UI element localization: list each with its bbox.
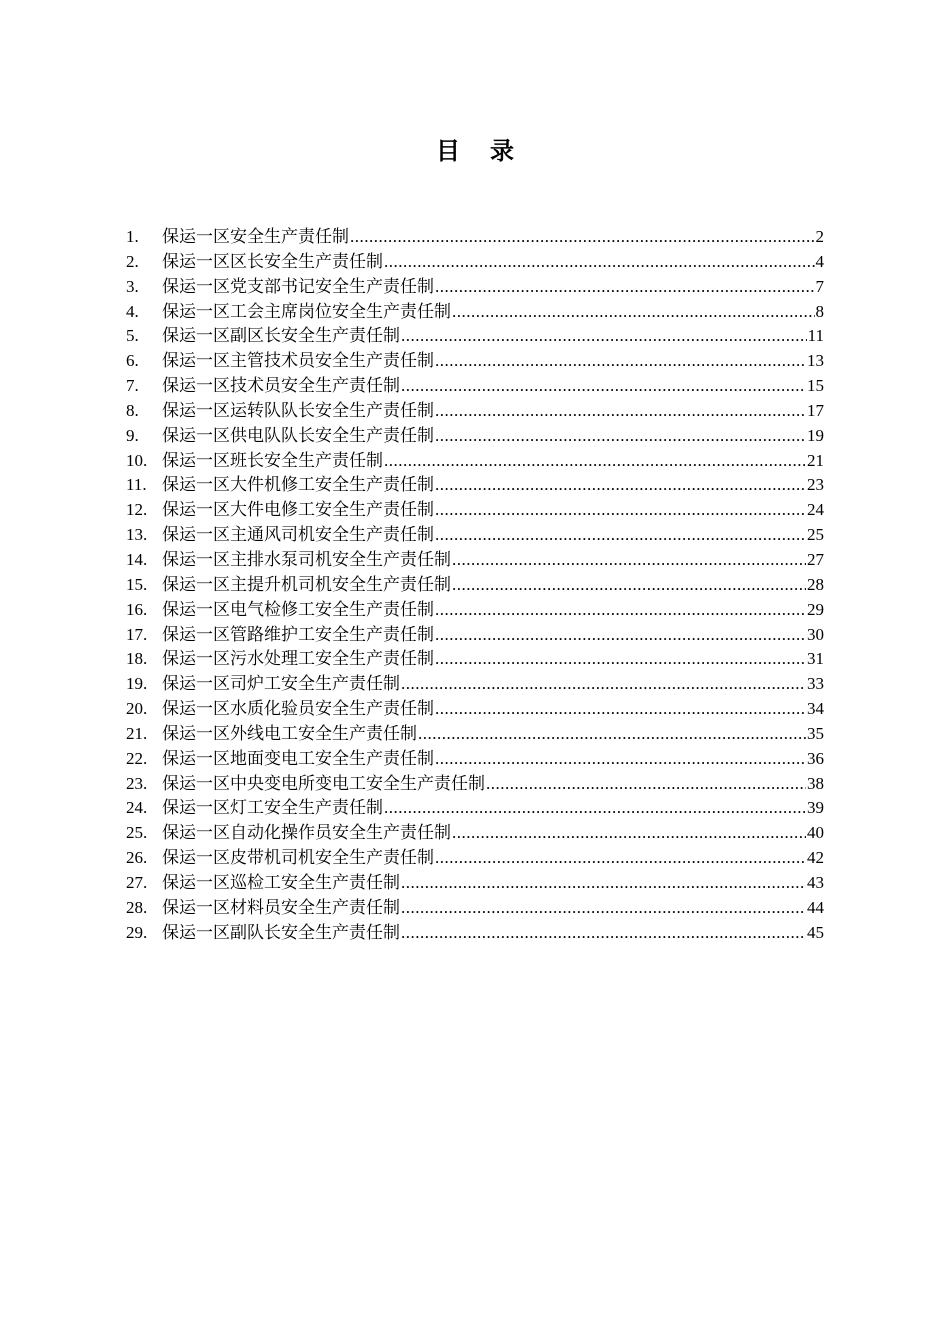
toc-entry-number: 15.: [126, 574, 148, 594]
toc-entry-title: 保运一区副区长安全生产责任制: [162, 326, 400, 347]
toc-dot-leader: [435, 424, 806, 449]
toc-entry-page-number: 28: [807, 574, 824, 594]
toc-entry[interactable]: [126, 424, 824, 449]
toc-entry-title: 保运一区电气检修工安全生产责任制: [162, 599, 434, 620]
toc-entry[interactable]: [126, 250, 824, 275]
toc-entry[interactable]: [126, 573, 824, 598]
toc-dot-leader: [435, 473, 806, 498]
toc-entry-title: 保运一区大件电修工安全生产责任制: [162, 500, 434, 521]
toc-dot-leader: [401, 374, 806, 399]
toc-entry-title: 保运一区供电队队长安全生产责任制: [162, 425, 434, 446]
toc-entry-number: 23.: [126, 773, 148, 793]
toc-entry-page-number: 23: [807, 475, 824, 495]
toc-entry[interactable]: [126, 772, 824, 797]
toc-entry-page-number: 15: [807, 376, 824, 396]
toc-dot-leader: [435, 647, 806, 672]
toc-entry-number: 2.: [126, 251, 139, 271]
toc-dot-leader: [350, 225, 815, 250]
toc-entry-number: 3.: [126, 276, 139, 296]
toc-entry-number: 4.: [126, 301, 139, 321]
toc-entry-page-number: 31: [807, 649, 824, 669]
toc-entry[interactable]: [126, 871, 824, 896]
toc-entry-number: 27.: [126, 872, 148, 892]
toc-entry-page-number: 36: [807, 748, 824, 768]
toc-entry-title: 保运一区主通风司机安全生产责任制: [162, 525, 434, 546]
toc-entry[interactable]: [126, 672, 824, 697]
toc-entry-title: 保运一区司炉工安全生产责任制: [162, 674, 400, 695]
toc-entry[interactable]: [126, 548, 824, 573]
toc-entry-page-number: 11: [807, 326, 824, 346]
toc-entry-page-number: 38: [807, 773, 824, 793]
toc-dot-leader: [452, 573, 806, 598]
toc-entry-page-number: 40: [807, 823, 824, 843]
toc-entry-title: 保运一区运转队队长安全生产责任制: [162, 400, 434, 421]
toc-entry-page-number: 4: [815, 251, 824, 271]
toc-entry[interactable]: [126, 747, 824, 772]
toc-entry-page-number: 7: [815, 276, 824, 296]
toc-entry[interactable]: [126, 473, 824, 498]
toc-entry-number: 22.: [126, 748, 148, 768]
toc-entry-title: 保运一区党支部书记安全生产责任制: [162, 276, 434, 297]
page-title: 目录: [436, 136, 544, 165]
toc-entry[interactable]: [126, 349, 824, 374]
toc-entry-title: 保运一区皮带机司机安全生产责任制: [162, 848, 434, 869]
toc-entry-page-number: 19: [807, 425, 824, 445]
toc-entry-number: 17.: [126, 624, 148, 644]
toc-entry-title: 保运一区污水处理工安全生产责任制: [162, 649, 434, 670]
toc-entry-title: 保运一区地面变电工安全生产责任制: [162, 748, 434, 769]
toc-dot-leader: [435, 399, 806, 424]
toc-dot-leader: [401, 324, 807, 349]
table-of-contents: [126, 225, 824, 945]
toc-entry-page-number: 39: [807, 798, 824, 818]
toc-entry-number: 7.: [126, 376, 139, 396]
toc-entry-number: 20.: [126, 699, 148, 719]
toc-dot-leader: [452, 821, 806, 846]
toc-entry-number: 16.: [126, 599, 148, 619]
toc-entry-number: 10.: [126, 450, 148, 470]
toc-entry-number: 25.: [126, 823, 148, 843]
toc-entry-title: 保运一区安全生产责任制: [162, 227, 349, 247]
toc-entry-number: 19.: [126, 674, 148, 694]
toc-entry-number: 24.: [126, 798, 148, 818]
toc-dot-leader: [401, 672, 806, 697]
toc-entry-title: 保运一区材料员安全生产责任制: [162, 897, 400, 918]
toc-entry-title: 保运一区灯工安全生产责任制: [162, 798, 383, 819]
toc-entry[interactable]: [126, 697, 824, 722]
toc-dot-leader: [418, 722, 806, 747]
toc-dot-leader: [435, 349, 806, 374]
toc-entry-number: 28.: [126, 897, 148, 917]
toc-entry-number: 1.: [126, 227, 139, 246]
toc-entry[interactable]: [126, 821, 824, 846]
toc-entry[interactable]: [126, 921, 824, 946]
toc-entry-page-number: 29: [807, 599, 824, 619]
toc-entry-title: 保运一区巡检工安全生产责任制: [162, 872, 400, 893]
toc-entry[interactable]: [126, 647, 824, 672]
toc-entry-number: 6.: [126, 351, 139, 371]
toc-entry[interactable]: [126, 275, 824, 300]
toc-entry-page-number: 24: [807, 500, 824, 520]
toc-entry[interactable]: [126, 846, 824, 871]
toc-entry-number: 18.: [126, 649, 148, 669]
toc-entry-title: 保运一区区长安全生产责任制: [162, 251, 383, 272]
toc-entry-number: 29.: [126, 922, 148, 942]
toc-entry-number: 21.: [126, 723, 148, 743]
toc-entry-page-number: 45: [807, 922, 824, 942]
toc-entry-page-number: 42: [807, 848, 824, 868]
toc-entry-title: 保运一区副队长安全生产责任制: [162, 922, 400, 943]
toc-entry[interactable]: [126, 498, 824, 523]
toc-entry-title: 保运一区班长安全生产责任制: [162, 450, 383, 471]
toc-entry-title: 保运一区技术员安全生产责任制: [162, 376, 400, 397]
toc-entry-title: 保运一区自动化操作员安全生产责任制: [162, 823, 451, 844]
toc-entry-page-number: 2: [815, 227, 824, 246]
toc-dot-leader: [452, 548, 806, 573]
toc-dot-leader: [435, 623, 806, 648]
toc-entry-title: 保运一区主提升机司机安全生产责任制: [162, 574, 451, 595]
toc-entry-page-number: 21: [807, 450, 824, 470]
toc-dot-leader: [384, 250, 815, 275]
toc-dot-leader: [384, 796, 806, 821]
toc-entry-page-number: 34: [807, 699, 824, 719]
toc-entry-title: 保运一区大件机修工安全生产责任制: [162, 475, 434, 496]
toc-entry[interactable]: [126, 796, 824, 821]
toc-dot-leader: [486, 772, 806, 797]
toc-entry-page-number: 13: [807, 351, 824, 371]
toc-entry-page-number: 44: [807, 897, 824, 917]
toc-entry-number: 13.: [126, 525, 148, 545]
toc-entry-number: 12.: [126, 500, 148, 520]
toc-entry-page-number: 35: [807, 723, 824, 743]
toc-dot-leader: [401, 871, 806, 896]
toc-entry-page-number: 25: [807, 525, 824, 545]
toc-dot-leader: [401, 921, 806, 946]
toc-dot-leader: [435, 523, 806, 548]
toc-entry[interactable]: [126, 399, 824, 424]
toc-entry-title: 保运一区管路维护工安全生产责任制: [162, 624, 434, 645]
toc-dot-leader: [452, 300, 815, 325]
toc-dot-leader: [435, 498, 806, 523]
toc-entry[interactable]: [126, 225, 824, 250]
toc-entry-page-number: 8: [815, 301, 824, 321]
toc-dot-leader: [435, 747, 806, 772]
toc-entry-number: 8.: [126, 400, 139, 420]
toc-entry-title: 保运一区主排水泵司机安全生产责任制: [162, 549, 451, 570]
toc-entry[interactable]: [126, 598, 824, 623]
toc-entry[interactable]: [126, 449, 824, 474]
toc-entry-number: 11.: [126, 475, 147, 495]
toc-entry[interactable]: [126, 722, 824, 747]
toc-entry-title: 保运一区工会主席岗位安全生产责任制: [162, 301, 451, 322]
toc-entry-title: 保运一区水质化验员安全生产责任制: [162, 699, 434, 720]
toc-entry-title: 保运一区主管技术员安全生产责任制: [162, 351, 434, 372]
toc-entry-number: 26.: [126, 848, 148, 868]
toc-entry-page-number: 43: [807, 872, 824, 892]
toc-entry[interactable]: [126, 324, 824, 349]
toc-entry[interactable]: [126, 623, 824, 648]
toc-dot-leader: [435, 598, 806, 623]
toc-entry[interactable]: [126, 523, 824, 548]
toc-entry[interactable]: [126, 896, 824, 921]
toc-dot-leader: [384, 449, 806, 474]
toc-entry[interactable]: [126, 300, 824, 325]
toc-entry-page-number: 30: [807, 624, 824, 644]
toc-entry-page-number: 17: [807, 400, 824, 420]
toc-entry[interactable]: [126, 374, 824, 399]
toc-entry-title: 保运一区中央变电所变电工安全生产责任制: [162, 773, 485, 794]
toc-dot-leader: [435, 846, 806, 871]
toc-entry-page-number: 33: [807, 674, 824, 694]
toc-dot-leader: [435, 697, 806, 722]
toc-dot-leader: [401, 896, 806, 921]
toc-entry-number: 5.: [126, 326, 139, 346]
toc-dot-leader: [435, 275, 815, 300]
toc-entry-number: 14.: [126, 549, 148, 569]
toc-entry-title: 保运一区外线电工安全生产责任制: [162, 723, 417, 744]
toc-entry-number: 9.: [126, 425, 139, 445]
toc-entry-page-number: 27: [807, 549, 824, 569]
